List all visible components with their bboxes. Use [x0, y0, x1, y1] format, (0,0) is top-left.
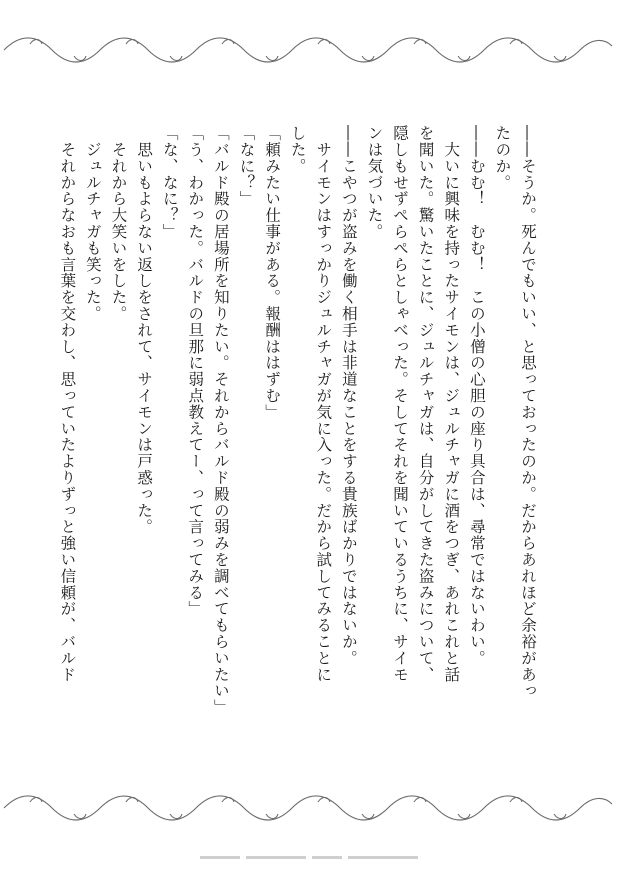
text-line: それからなおも言葉を交わし、思っていたよりずっと強い信頼が、バルド: [58, 125, 77, 683]
text-line: を聞いた。驚いたことに、ジュルチャガは、自分がしてきた盗みについて、: [416, 125, 435, 683]
text-line: ――そうか。死んでもいい、と思っておったのか。だからあれほど余裕があっ: [519, 125, 537, 699]
text-line: 「バルド殿の居場所を知りたい。それからバルド殿の弱みを調べてもらいたい」: [211, 125, 230, 716]
text-line: 「う、わかった。バルドの旦那に弱点教えてー、って言ってみる」: [186, 125, 205, 617]
text-line: ジュルチャガも笑った。: [83, 125, 102, 322]
text-line: 大いに興味を持ったサイモンは、ジュルチャガに酒をつぎ、あれこれと話: [442, 125, 461, 683]
text-line: ――こやつが盗みを働く相手は非道なことをする貴族ばかりではないか。: [339, 125, 358, 667]
text-line: サイモンはすっかりジュルチャガが気に入った。だから試してみることに: [314, 125, 333, 683]
text-line: 隠しもせずぺらぺらとしゃべった。そしてそれを聞いているうちに、サイモ: [391, 125, 410, 683]
top-ornament-border: [0, 28, 618, 68]
text-line: ンは気づいた。: [365, 125, 384, 240]
text-line: それから大笑いをした。: [109, 125, 128, 322]
text-line: 「頼みたい仕事がある。報酬ははずむ」: [263, 125, 282, 421]
text-line: 「なに？」: [237, 125, 256, 207]
bottom-ornament-border: [0, 786, 618, 826]
footer-faint-mark: [200, 856, 450, 864]
text-line: ――むむ！ むむ！ この小僧の心胆の座り具合は、尋常ではないわい。: [467, 125, 486, 667]
vertical-text-body: [58, 125, 540, 745]
text-line: たのか。: [493, 125, 512, 191]
text-line: 「な、なに？」: [160, 125, 179, 240]
text-line: した。: [288, 125, 307, 175]
text-line: 思いもよらない返しをされて、サイモンは戸惑った。: [135, 125, 154, 535]
